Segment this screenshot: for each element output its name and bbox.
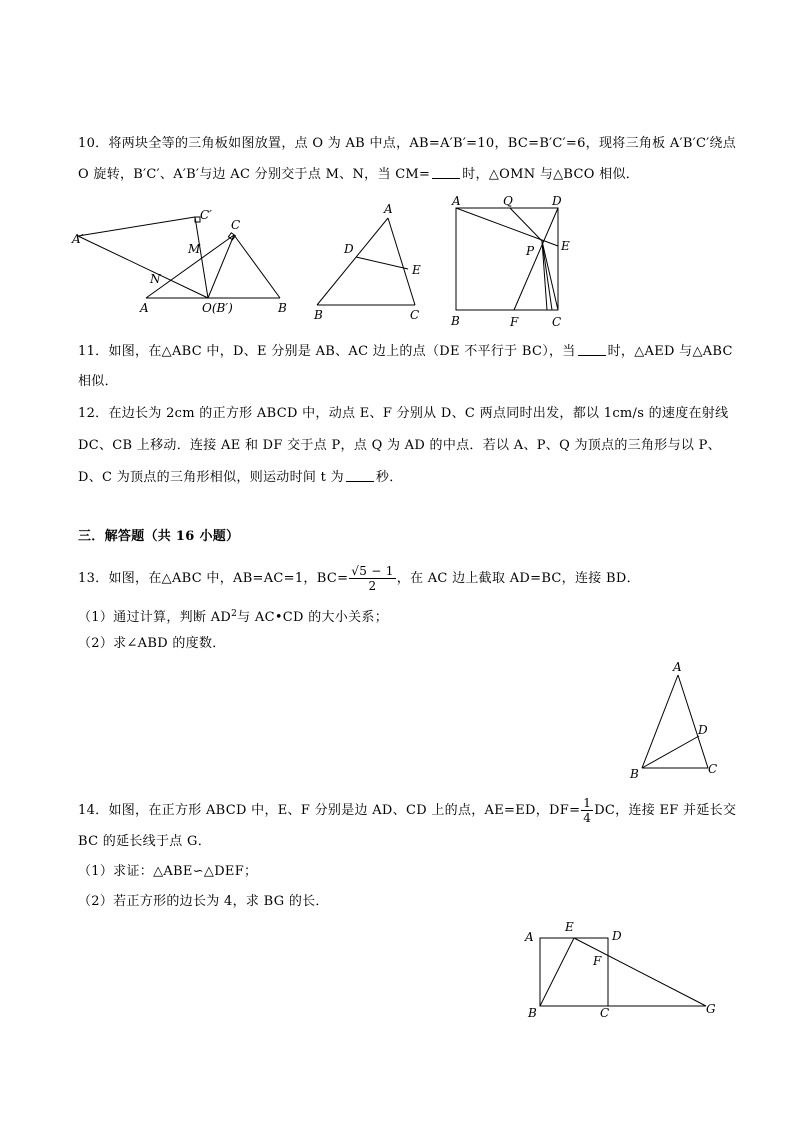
fig12-label-d: D [552, 194, 562, 208]
q14-line1 [78, 796, 736, 826]
fig12-label-q: Q [503, 194, 513, 208]
q10-line2 [78, 166, 639, 183]
section-heading: 三．解答题（共 16 小题） [78, 529, 240, 544]
q13-line1-text-b: ，在 AC 边上截取 AD=BC，连接 BD． [396, 571, 640, 586]
q12-line3 [78, 469, 403, 486]
q11-line1 [78, 343, 733, 360]
fig10-label-a: A [140, 301, 149, 315]
q13-line1-text-a: 13．如图，在△ABC 中，AB=AC=1，BC= [78, 571, 349, 586]
fig14-label-g: G [706, 1002, 716, 1016]
q11-line2: 相似． [78, 374, 118, 389]
q14-sub2: （2）若正方形的边长为 4，求 BG 的长． [78, 894, 329, 909]
fig12-label-b: B [451, 314, 460, 328]
figure-q10 [72, 205, 302, 320]
fig14-label-d: D [612, 929, 622, 943]
q12-line3-text-b: 秒． [375, 470, 403, 485]
q14-fraction [581, 796, 593, 825]
fig13-label-a: A [673, 660, 682, 674]
fig14-label-b: B [528, 1006, 537, 1020]
q11-line1-text-b: 时，△AED 与△ABC [607, 344, 733, 359]
answer-blank [578, 343, 606, 356]
fig11-label-a: A [384, 202, 393, 216]
q13-sub1-text-a: （1）通过计算，判断 AD [78, 610, 232, 625]
answer-blank [346, 469, 374, 482]
q12-line2: DC、CB 上移动．连接 AE 和 DF 交于点 P，点 Q 为 AD 的中点．若以 A、P、Q 为顶点的三角形与以 P、 [78, 438, 721, 453]
q10-line2-text-a: O 旋转，B′C′、A′B′与边 AC 分别交于点 M、N，当 CM= [78, 167, 431, 182]
fig10-label-c: C [231, 218, 241, 232]
q13-sub1 [78, 606, 388, 626]
fig10-label-c-prime: C′ [200, 208, 212, 222]
fig13-label-b: B [630, 767, 639, 781]
fig12-label-a: A [452, 194, 461, 208]
figure-q12 [448, 193, 578, 333]
q14-fraction-denominator: 4 [583, 811, 592, 825]
q10-line1: 10．将两块全等的三角板如图放置，点 O 为 AB 中点，AB=A′B′=10，BC=B′C′=6，现将三角板 A′B′C′绕点 [78, 136, 737, 151]
q13-fraction-numerator: √5 − 1 [351, 564, 394, 578]
fig14-label-c: C [600, 1006, 610, 1020]
figure-q14 [520, 918, 725, 1023]
fig11-label-c: C [410, 308, 420, 322]
fig13-label-c: C [708, 762, 718, 776]
q14-sub1: （1）求证：△ABE∽△DEF； [78, 864, 258, 879]
fig11-label-b: B [314, 308, 323, 322]
q14-line2: BC 的延长线于点 G． [78, 834, 211, 849]
fig10-label-n: N [150, 272, 161, 286]
fig10-label-b: B [278, 301, 287, 315]
q13-fraction [349, 564, 395, 593]
fig10-label-a-prime: A′ [72, 232, 84, 246]
fig13-label-d: D [698, 723, 708, 737]
q13-sub1-text-b: 与 AC•CD 的大小关系； [237, 610, 388, 625]
q14-line1-text-b: DC，连接 EF 并延长交 [594, 803, 737, 818]
fig12-label-p: P [526, 244, 535, 258]
q13-line1 [78, 564, 640, 593]
fig10-label-m: M [188, 242, 201, 256]
fig12-label-f: F [510, 315, 519, 329]
q11-line1-text-a: 11．如图，在△ABC 中，D、E 分别是 AB、AC 边上的点（DE 不平行于 BC），当 [78, 344, 576, 359]
q13-sub1-superscript: 2 [231, 609, 238, 619]
fig11-label-d: D [344, 242, 354, 256]
fig10-label-o: O(B′) [202, 301, 233, 315]
fig11-label-e: E [412, 263, 421, 277]
figure-q11 [312, 200, 432, 320]
q12-line3-text-a: D、C 为顶点的三角形相似，则运动时间 t 为 [78, 470, 344, 485]
q13-sub2: （2）求∠ABD 的度数． [78, 636, 226, 651]
fig14-label-a: A [525, 930, 534, 944]
q13-fraction-denominator: 2 [368, 579, 377, 593]
q12-line1: 12．在边长为 2cm 的正方形 ABCD 中，动点 E、F 分别从 D、C 两点同时出发，都以 1cm/s 的速度在射线 [78, 406, 729, 421]
fig14-label-e: E [565, 920, 574, 934]
q14-fraction-numerator: 1 [583, 796, 592, 810]
fig12-label-c: C [552, 315, 562, 329]
q10-line2-text-b: 时，△OMN 与△BCO 相似． [462, 167, 640, 182]
q14-line1-text-a: 14．如图，在正方形 ABCD 中，E、F 分别是边 AD、CD 上的点，AE=ED，DF= [78, 803, 581, 818]
figure-q13 [624, 660, 724, 780]
answer-blank [432, 166, 460, 179]
fig12-label-e: E [561, 239, 570, 253]
fig14-label-f: F [593, 954, 602, 968]
